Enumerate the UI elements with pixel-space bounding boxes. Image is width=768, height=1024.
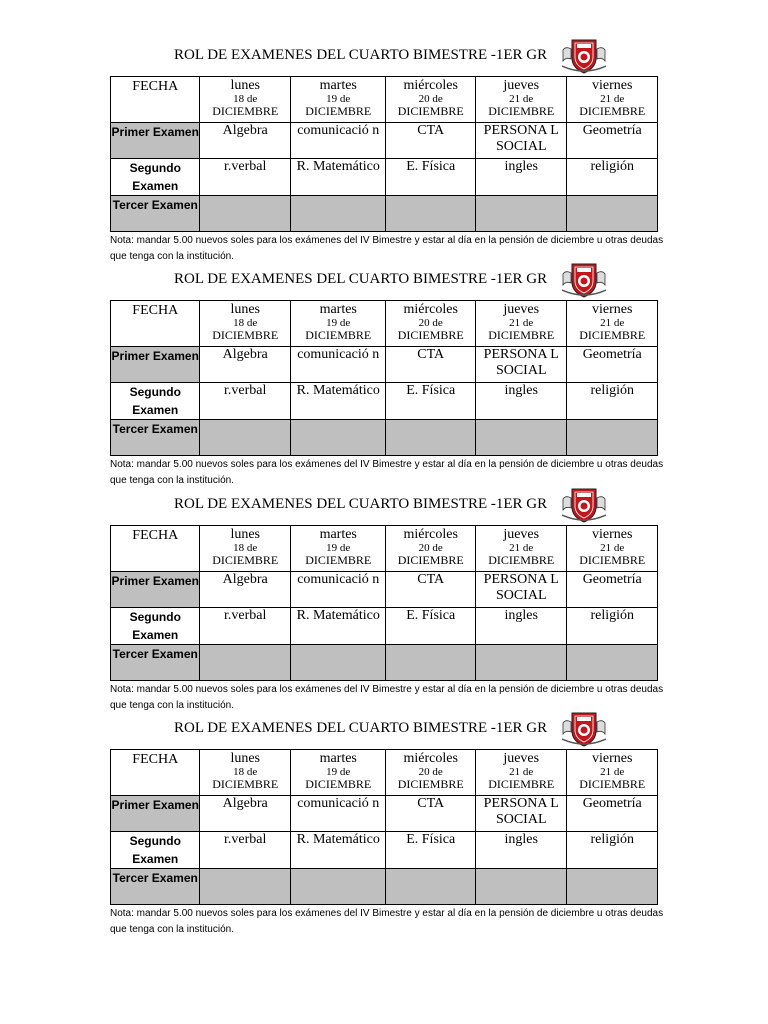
fecha-header: FECHA bbox=[111, 750, 200, 796]
subject-cell bbox=[567, 869, 658, 905]
row-label: Segundo Examen bbox=[111, 608, 200, 645]
row-label: Primer Examen bbox=[111, 123, 200, 159]
subject-cell: comunicació n bbox=[290, 796, 386, 832]
day-header: miércoles 20 de DICIEMBRE bbox=[386, 77, 475, 123]
exam-row-primer bbox=[111, 347, 658, 383]
exam-schedule-block bbox=[110, 711, 664, 938]
subject-cell: ingles bbox=[475, 832, 567, 869]
subject-cell: religión bbox=[567, 383, 658, 420]
subject-cell: Algebra bbox=[200, 796, 290, 832]
subject-cell: r.verbal bbox=[200, 608, 290, 645]
subject-cell: CTA bbox=[386, 796, 475, 832]
subject-cell: E. Física bbox=[386, 383, 475, 420]
school-crest-icon bbox=[562, 38, 606, 74]
subject-cell bbox=[475, 645, 567, 681]
subject-cell bbox=[290, 196, 386, 232]
exam-row-tercer bbox=[111, 196, 658, 232]
row-label: Tercer Examen bbox=[111, 196, 200, 232]
exam-row-primer bbox=[111, 572, 658, 608]
schedule-title: ROL DE EXAMENES DEL CUARTO BIMESTRE -1ER GR bbox=[174, 271, 548, 287]
payment-note: Nota: mandar 5.00 nuevos soles para los exámenes del IV Bimestre y estar al día en la pensión de diciembre u otras deudas que tenga con la institución. bbox=[110, 684, 664, 711]
subject-cell: PERSONA L SOCIAL bbox=[475, 572, 567, 608]
subject-cell: CTA bbox=[386, 347, 475, 383]
day-header: martes 19 de DICIEMBRE bbox=[290, 301, 386, 347]
subject-cell bbox=[290, 420, 386, 456]
subject-cell: E. Física bbox=[386, 608, 475, 645]
subject-cell: R. Matemático bbox=[290, 383, 386, 420]
schedule-table bbox=[110, 300, 658, 456]
subject-cell: religión bbox=[567, 159, 658, 196]
day-header: lunes 18 de DICIEMBRE bbox=[200, 750, 290, 796]
subject-cell bbox=[386, 869, 475, 905]
subject-cell: PERSONA L SOCIAL bbox=[475, 347, 567, 383]
fecha-header: FECHA bbox=[111, 77, 200, 123]
subject-cell: comunicació n bbox=[290, 347, 386, 383]
subject-cell bbox=[475, 196, 567, 232]
day-header: miércoles 20 de DICIEMBRE bbox=[386, 526, 475, 572]
day-header: martes 19 de DICIEMBRE bbox=[290, 526, 386, 572]
subject-cell: Algebra bbox=[200, 572, 290, 608]
header-row bbox=[111, 301, 658, 347]
header-row bbox=[111, 750, 658, 796]
subject-cell: Algebra bbox=[200, 347, 290, 383]
row-label: Segundo Examen bbox=[111, 383, 200, 420]
school-crest-icon bbox=[562, 487, 606, 523]
day-header: miércoles 20 de DICIEMBRE bbox=[386, 301, 475, 347]
school-crest-icon bbox=[562, 262, 606, 298]
row-label: Primer Examen bbox=[111, 347, 200, 383]
schedule-table bbox=[110, 749, 658, 905]
schedule-table bbox=[110, 76, 658, 232]
row-label: Segundo Examen bbox=[111, 832, 200, 869]
schedule-title: ROL DE EXAMENES DEL CUARTO BIMESTRE -1ER GR bbox=[174, 720, 548, 736]
day-header: martes 19 de DICIEMBRE bbox=[290, 77, 386, 123]
subject-cell: religión bbox=[567, 832, 658, 869]
fecha-header: FECHA bbox=[111, 301, 200, 347]
exam-schedule-block bbox=[110, 262, 664, 489]
row-label: Tercer Examen bbox=[111, 869, 200, 905]
exam-row-tercer bbox=[111, 420, 658, 456]
subject-cell bbox=[290, 869, 386, 905]
exam-row-segundo bbox=[111, 832, 658, 869]
day-header: martes 19 de DICIEMBRE bbox=[290, 750, 386, 796]
exam-row-tercer bbox=[111, 645, 658, 681]
subject-cell: r.verbal bbox=[200, 383, 290, 420]
schedule-title: ROL DE EXAMENES DEL CUARTO BIMESTRE -1ER GR bbox=[174, 47, 548, 63]
day-header: jueves 21 de DICIEMBRE bbox=[475, 750, 567, 796]
subject-cell: R. Matemático bbox=[290, 832, 386, 869]
payment-note: Nota: mandar 5.00 nuevos soles para los exámenes del IV Bimestre y estar al día en la pensión de diciembre u otras deudas que tenga con la institución. bbox=[110, 908, 664, 935]
row-label: Primer Examen bbox=[111, 796, 200, 832]
subject-cell bbox=[475, 420, 567, 456]
subject-cell bbox=[567, 196, 658, 232]
subject-cell bbox=[386, 420, 475, 456]
exam-row-segundo bbox=[111, 383, 658, 420]
subject-cell bbox=[567, 645, 658, 681]
day-header: viernes 21 de DICIEMBRE bbox=[567, 750, 658, 796]
exam-schedule-block bbox=[110, 38, 664, 265]
subject-cell: Geometría bbox=[567, 123, 658, 159]
subject-cell: E. Física bbox=[386, 159, 475, 196]
exam-schedule-block bbox=[110, 487, 664, 714]
subject-cell bbox=[200, 196, 290, 232]
subject-cell: R. Matemático bbox=[290, 608, 386, 645]
row-label: Tercer Examen bbox=[111, 645, 200, 681]
subject-cell: R. Matemático bbox=[290, 159, 386, 196]
subject-cell bbox=[290, 645, 386, 681]
day-header: miércoles 20 de DICIEMBRE bbox=[386, 750, 475, 796]
exam-row-segundo bbox=[111, 608, 658, 645]
row-label: Segundo Examen bbox=[111, 159, 200, 196]
subject-cell: E. Física bbox=[386, 832, 475, 869]
header-row bbox=[111, 77, 658, 123]
subject-cell bbox=[475, 869, 567, 905]
day-header: jueves 21 de DICIEMBRE bbox=[475, 526, 567, 572]
subject-cell: Geometría bbox=[567, 796, 658, 832]
day-header: lunes 18 de DICIEMBRE bbox=[200, 301, 290, 347]
exam-row-primer bbox=[111, 123, 658, 159]
subject-cell: Geometría bbox=[567, 572, 658, 608]
day-header: viernes 21 de DICIEMBRE bbox=[567, 77, 658, 123]
subject-cell: CTA bbox=[386, 572, 475, 608]
subject-cell: PERSONA L SOCIAL bbox=[475, 796, 567, 832]
exam-row-segundo bbox=[111, 159, 658, 196]
subject-cell bbox=[200, 645, 290, 681]
schedule-table bbox=[110, 525, 658, 681]
payment-note: Nota: mandar 5.00 nuevos soles para los exámenes del IV Bimestre y estar al día en la pensión de diciembre u otras deudas que tenga con la institución. bbox=[110, 235, 664, 262]
fecha-header: FECHA bbox=[111, 526, 200, 572]
subject-cell bbox=[386, 645, 475, 681]
exam-row-tercer bbox=[111, 869, 658, 905]
day-header: jueves 21 de DICIEMBRE bbox=[475, 301, 567, 347]
day-header: viernes 21 de DICIEMBRE bbox=[567, 526, 658, 572]
subject-cell: PERSONA L SOCIAL bbox=[475, 123, 567, 159]
subject-cell: comunicació n bbox=[290, 572, 386, 608]
school-crest-icon bbox=[562, 711, 606, 747]
payment-note: Nota: mandar 5.00 nuevos soles para los exámenes del IV Bimestre y estar al día en la pensión de diciembre u otras deudas que tenga con la institución. bbox=[110, 459, 664, 486]
schedule-title: ROL DE EXAMENES DEL CUARTO BIMESTRE -1ER GR bbox=[174, 496, 548, 512]
subject-cell: ingles bbox=[475, 159, 567, 196]
subject-cell: r.verbal bbox=[200, 832, 290, 869]
day-header: jueves 21 de DICIEMBRE bbox=[475, 77, 567, 123]
row-label: Primer Examen bbox=[111, 572, 200, 608]
exam-row-primer bbox=[111, 796, 658, 832]
subject-cell: ingles bbox=[475, 608, 567, 645]
subject-cell: ingles bbox=[475, 383, 567, 420]
subject-cell: comunicació n bbox=[290, 123, 386, 159]
row-label: Tercer Examen bbox=[111, 420, 200, 456]
subject-cell: religión bbox=[567, 608, 658, 645]
subject-cell bbox=[200, 420, 290, 456]
subject-cell bbox=[567, 420, 658, 456]
day-header: lunes 18 de DICIEMBRE bbox=[200, 526, 290, 572]
subject-cell: r.verbal bbox=[200, 159, 290, 196]
subject-cell bbox=[386, 196, 475, 232]
subject-cell: Algebra bbox=[200, 123, 290, 159]
subject-cell: Geometría bbox=[567, 347, 658, 383]
day-header: viernes 21 de DICIEMBRE bbox=[567, 301, 658, 347]
subject-cell: CTA bbox=[386, 123, 475, 159]
day-header: lunes 18 de DICIEMBRE bbox=[200, 77, 290, 123]
header-row bbox=[111, 526, 658, 572]
subject-cell bbox=[200, 869, 290, 905]
